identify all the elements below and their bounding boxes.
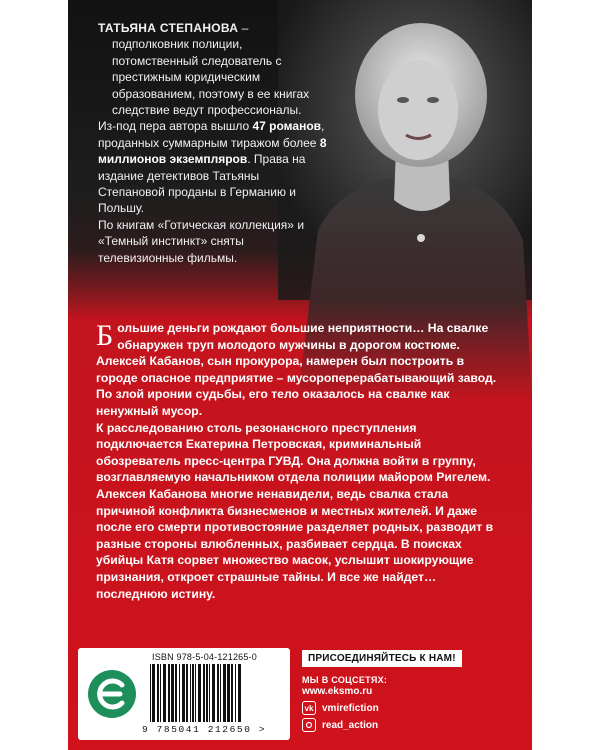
instagram-icon	[302, 718, 316, 732]
barcode-bar	[217, 664, 219, 722]
annotation-text-1: ольшие деньги рождают большие неприятности… На свалке обнаружен труп молодого мужчины в дорогом костюме. Алексей Кабанов, сын прокурора, намерен был построить в городе опасное предприятие – мусороперерабатывающий завод. По злой иронии судьбы, его тело оказалось на свалке как ненужный мусор.	[96, 321, 497, 418]
website-link[interactable]: www.eksmo.ru	[302, 686, 373, 697]
barcode-bar	[223, 664, 226, 722]
bio-paragraph-1: подполковник полиции, потомственный следователь с престижным юридическим образованием, поэтому в ее книгах следствие ведут профессионалы.	[112, 37, 310, 118]
author-name: ТАТЬЯНА СТЕПАНОВА	[98, 21, 239, 35]
barcode-bar	[157, 664, 159, 722]
eksmo-logo-icon	[86, 668, 138, 720]
barcode-bar	[190, 664, 191, 722]
bio-paragraph-3: По книгам «Готическая коллекция» и «Темный инстинкт» сняты телевизионные фильмы.	[98, 217, 305, 265]
barcode-bar	[150, 664, 151, 722]
book-annotation	[96, 320, 504, 602]
bio-p2-middle: , проданных суммарным тиражом более	[98, 119, 325, 150]
barcode-bar	[235, 664, 236, 722]
barcode-bar	[152, 664, 155, 722]
social-block	[302, 648, 512, 732]
barcode-bar	[220, 664, 221, 722]
author-bio	[98, 20, 328, 266]
copies-count: 8 миллионов экземпляров	[98, 135, 327, 167]
barcode-bar	[203, 664, 205, 722]
bio-paragraph-2	[98, 118, 328, 216]
drop-cap: Б	[96, 319, 114, 352]
annotation-paragraph-2: К расследованию столь резонансного преступления подключается Екатерина Петровская, криминальный обозреватель пресс-центра ГУВД. Она должна войти в группу, возглавляемую начальником отдела полиции майором Ригелем. Алексея Кабанова многие ненавидели, ведь свалка стала причиной конфликта бизнесменов и местных жителей. И даже после его смерти противостояние разделяет родных, разводит в разные стороны влюбленных, разбивает сердца. В поисках убийцы Катя сорвет множество масок, услышит шокирующие признания, откроет страшные тайны. И все же найдет… последнюю истину.	[96, 420, 494, 601]
barcode-bar	[175, 664, 177, 722]
bio-p2-start: Из-под пера автора вышло	[98, 119, 253, 134]
barcode-bar	[179, 664, 180, 722]
instagram-row[interactable]	[302, 718, 512, 732]
social-title: МЫ В СОЦСЕТЯХ:	[302, 675, 388, 685]
barcode-bar	[206, 664, 208, 722]
instagram-handle: read_action	[322, 719, 379, 731]
barcode-bar	[227, 664, 230, 722]
barcode-bar	[198, 664, 201, 722]
vk-row[interactable]	[302, 701, 512, 715]
barcode-bar	[171, 664, 174, 722]
barcode-bar	[163, 664, 166, 722]
author-dash: –	[238, 21, 249, 35]
barcode-bar	[186, 664, 188, 722]
barcode-bar	[182, 664, 185, 722]
barcode-digits: 9 785041 212650 >	[142, 724, 267, 735]
barcode-bar	[195, 664, 196, 722]
annotation-paragraph-1	[96, 320, 504, 420]
barcode-bar	[212, 664, 215, 722]
join-us-banner: ПРИСОЕДИНЯЙТЕСЬ К НАМ!	[302, 650, 462, 667]
vk-icon: vk	[302, 701, 316, 715]
novels-count: 47 романов	[252, 119, 322, 134]
barcode-bar	[160, 664, 161, 722]
vk-handle: vmirefiction	[322, 702, 379, 714]
barcode-bar	[209, 664, 210, 722]
barcode-bar	[231, 664, 233, 722]
book-back-cover	[68, 0, 532, 750]
barcode-bar	[192, 664, 194, 722]
bio-p2-end: . Права на издание детективов Татьяны Степановой проданы в Германию и Польшу.	[98, 152, 306, 216]
isbn-number: ISBN 978-5-04-121265-0	[152, 652, 257, 662]
barcode-bar	[168, 664, 170, 722]
barcode-panel	[78, 648, 290, 740]
barcode	[148, 664, 282, 724]
barcode-bar	[238, 664, 241, 722]
